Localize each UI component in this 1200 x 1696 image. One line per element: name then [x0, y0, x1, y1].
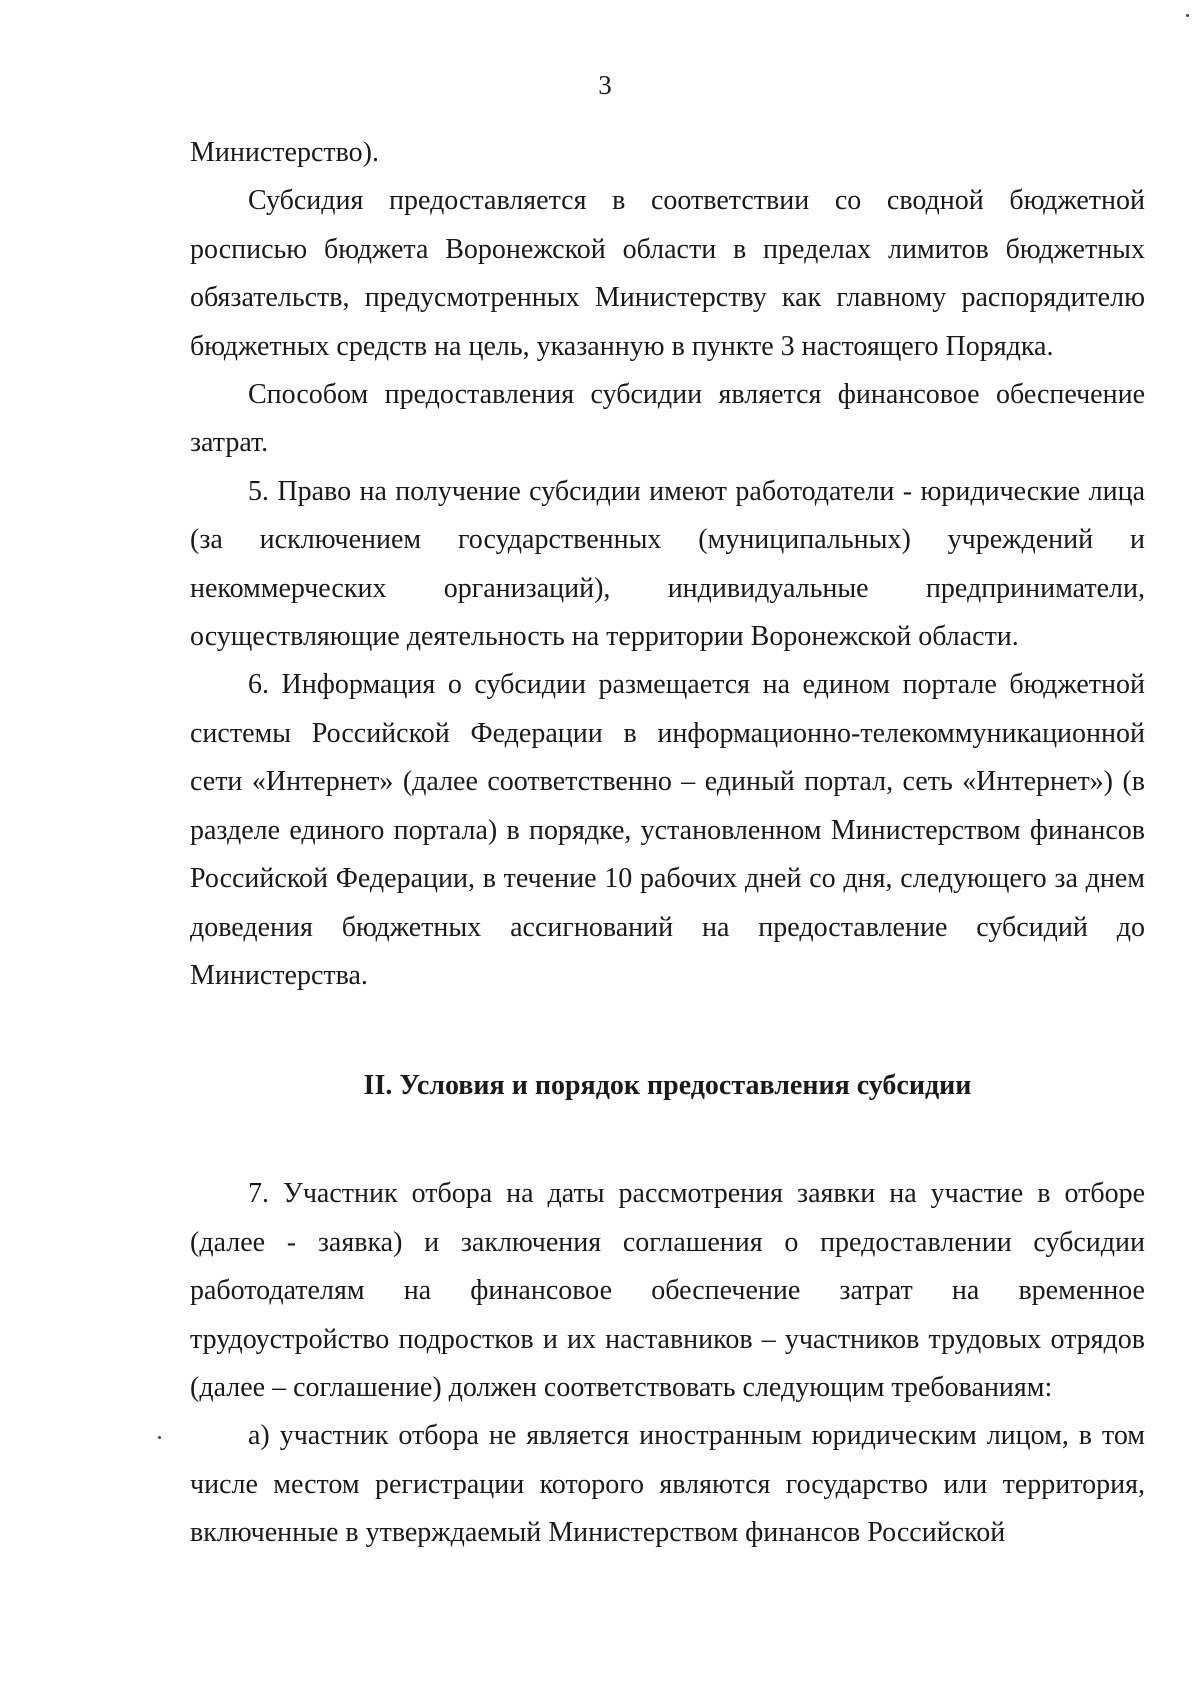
paragraph-item-7: 7. Участник отбора на даты рассмотрения заявки на участие в отборе (далее - заявка) и заключения соглашения о предоставлении субсидии работодателям на финансовое обеспечение затрат на временное трудоустройство подростков и их наставников – участников трудовых отрядов (далее – соглашение) должен соответствовать следующим требованиям:: [190, 1178, 1145, 1403]
paragraph-continuation: Министерство).: [190, 137, 379, 168]
section-heading: II. Условия и порядок предоставления субсидии: [363, 1070, 972, 1102]
paragraph-subsidy-budget: Субсидия предоставляется в соответствии со сводной бюджетной росписью бюджета Воронежской области в пределах лимитов бюджетных обязательств, предусмотренных Министерству как главному распорядителю бюджетных средств на цель, указанную в пункте 3 настоящего Порядка.: [190, 185, 1145, 362]
page-number: 3: [598, 70, 612, 100]
paragraph-subsidy-method: Способом предоставления субсидии является финансовое обеспечение затрат.: [190, 379, 1145, 459]
document-body: [190, 129, 1145, 1558]
paragraph-item-7a: а) участник отбора не является иностранным юридическим лицом, в том числе местом регистрации которого являются государство или территория, включенные в утверждаемый Министерством финансов Российской: [190, 1420, 1145, 1549]
paragraph-item-6: 6. Информация о субсидии размещается на едином портале бюджетной системы Российской Федерации в информационно-телекоммуникационной сети «Интернет» (далее соответственно – единый портал, сеть «Интернет») (в разделе единого портала) в порядке, установленном Министерством финансов Российской Федерации, в течение 10 рабочих дней со дня, следующего за днем доведения бюджетных ассигнований на предоставление субсидий до Министерства.: [190, 669, 1145, 991]
scan-speck: [158, 1436, 161, 1439]
paragraph-item-5: 5. Право на получение субсидии имеют работодатели - юридические лица (за исключением государственных (муниципальных) учреждений и некоммерческих организаций), индивидуальные предприниматели, осуществляющие деятельность на территории Воронежской области.: [190, 475, 1145, 653]
scan-speck: [1186, 14, 1189, 17]
